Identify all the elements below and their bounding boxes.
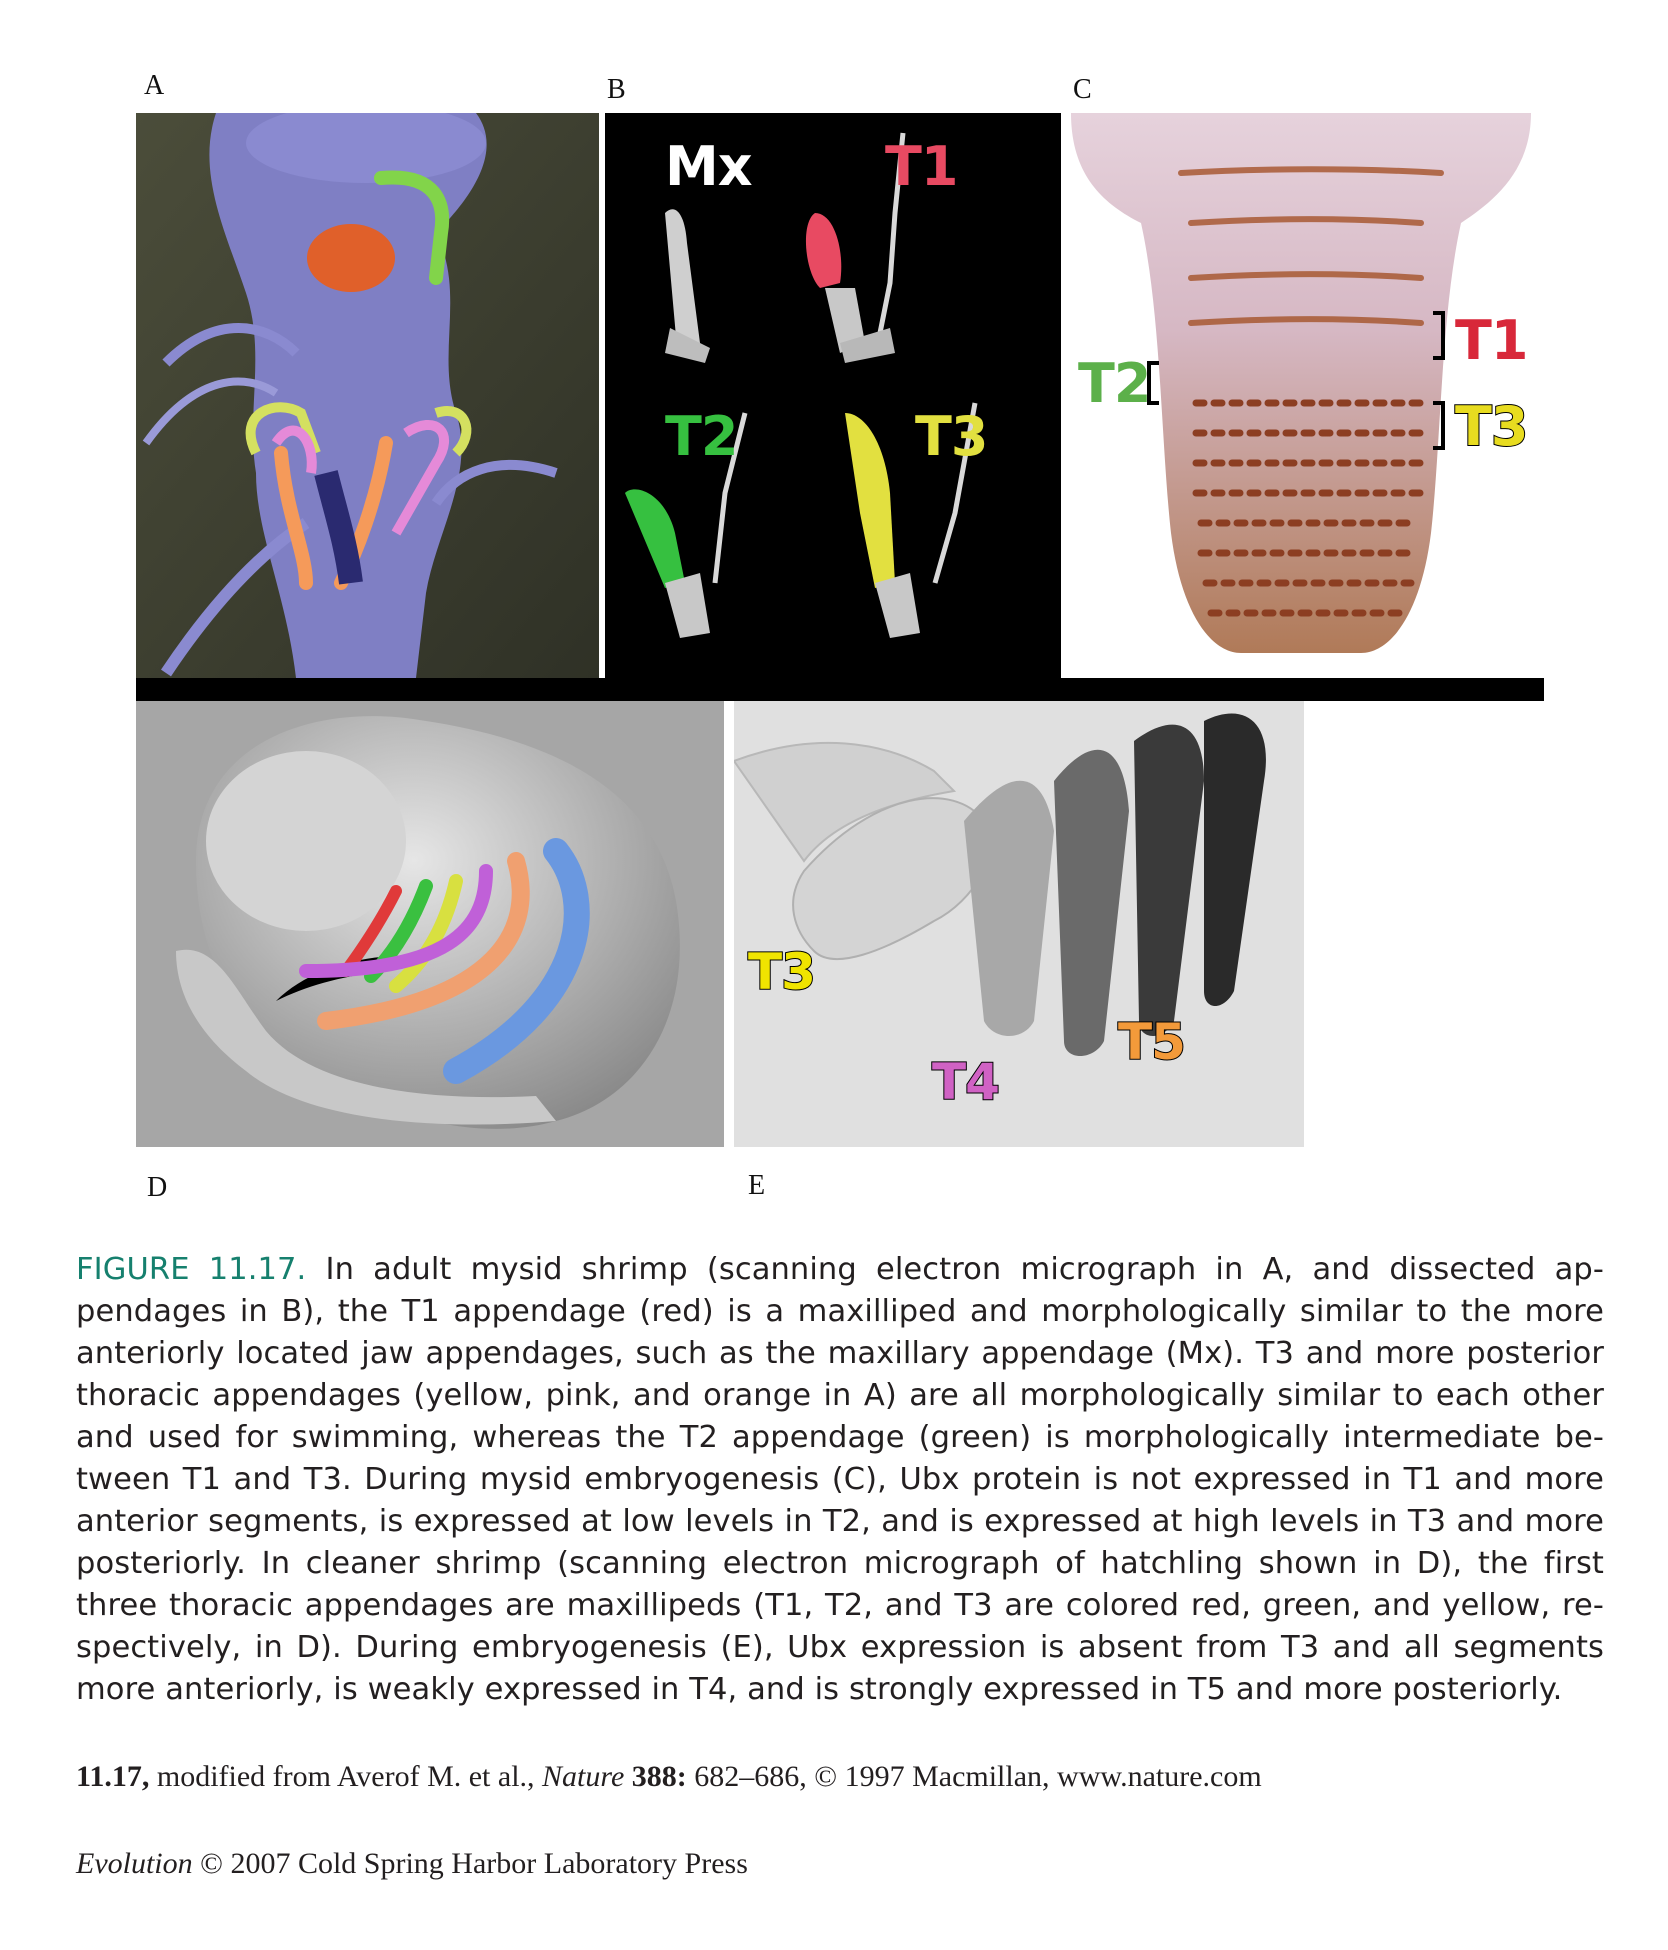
caption-line-8: posteriorly. In cleaner shrimp (scanning electron micrograph of hatchling shown in D), the first [76,1546,1604,1581]
panel-b-label-mx: Mx [665,135,752,198]
panel-letter-d: D [147,1172,168,1203]
caption-line-3: anteriorly located jaw appendages, such as the maxillary appendage (Mx). T3 and more posterior [76,1336,1604,1371]
panel-e-label-t3: T3 [748,943,815,1001]
panel-b-appendages-image [605,113,1061,678]
credit-figure-number: 11.17, [76,1760,150,1793]
panel-b-label-t3: T3 [915,405,988,468]
panel-c-label-t2: T2 [1078,352,1151,415]
caption-line-7: anterior segments, is expressed at low levels in T2, and is expressed at high levels in T3 and more [76,1504,1604,1539]
credit-text-after: 682–686, © 1997 Macmillan, www.nature.com [686,1760,1262,1793]
panel-divider-bar [136,678,1544,701]
footer-book-title: Evolution [76,1847,193,1880]
caption-line-10: spectively, in D). During embryogenesis (E), Ubx expression is absent from T3 and all segments [76,1630,1604,1665]
caption-line-5: and used for swimming, whereas the T2 appendage (green) is morphologically intermediate be- [76,1420,1604,1455]
panel-c-label-t3: T3 [1455,395,1528,458]
credit-volume: 388: [624,1760,687,1793]
figure-label: FIGURE 11.17. [76,1252,307,1287]
credit-text-before: modified from Averof M. et al., [149,1760,543,1793]
credit-journal: Nature [542,1760,625,1793]
caption-line-6: tween T1 and T3. During mysid embryogenesis (C), Ubx protein is not expressed in T1 and more [76,1462,1604,1497]
panel-letter-a: A [144,70,165,101]
caption-line-2: pendages in B), the T1 appendage (red) is a maxilliped and morphologically similar to the more [76,1294,1604,1329]
copyright-footer [76,1847,748,1881]
panel-e-label-t4: T4 [932,1053,999,1111]
panel-letter-e: E [748,1170,766,1201]
figure-credit [76,1760,1262,1794]
panel-a-sem-image [136,113,599,678]
footer-rest: © 2007 Cold Spring Harbor Laboratory Press [192,1847,748,1880]
figure-caption [76,1249,1604,1711]
caption-line-9: three thoracic appendages are maxillipeds (T1, T2, and T3 are colored red, green, and yellow, re- [76,1588,1604,1623]
panel-e-embryo-image [734,701,1304,1147]
panel-b-label-t2: T2 [665,405,738,468]
caption-line-11: more anteriorly, is weakly expressed in T4, and is strongly expressed in T5 and more posteriorly. [76,1672,1563,1707]
panel-b-label-t1: T1 [885,135,958,198]
panel-letter-b: B [607,74,626,105]
caption-line-1: In adult mysid shrimp (scanning electron micrograph in A, and dissected ap- [306,1252,1604,1287]
panel-d-sem-image [136,701,724,1147]
caption-line-4: thoracic appendages (yellow, pink, and orange in A) are all morphologically similar to each other [76,1378,1604,1413]
panel-e-label-t5: T5 [1118,1013,1185,1071]
panel-letter-c: C [1073,74,1092,105]
panel-c-label-t1: T1 [1455,309,1528,372]
